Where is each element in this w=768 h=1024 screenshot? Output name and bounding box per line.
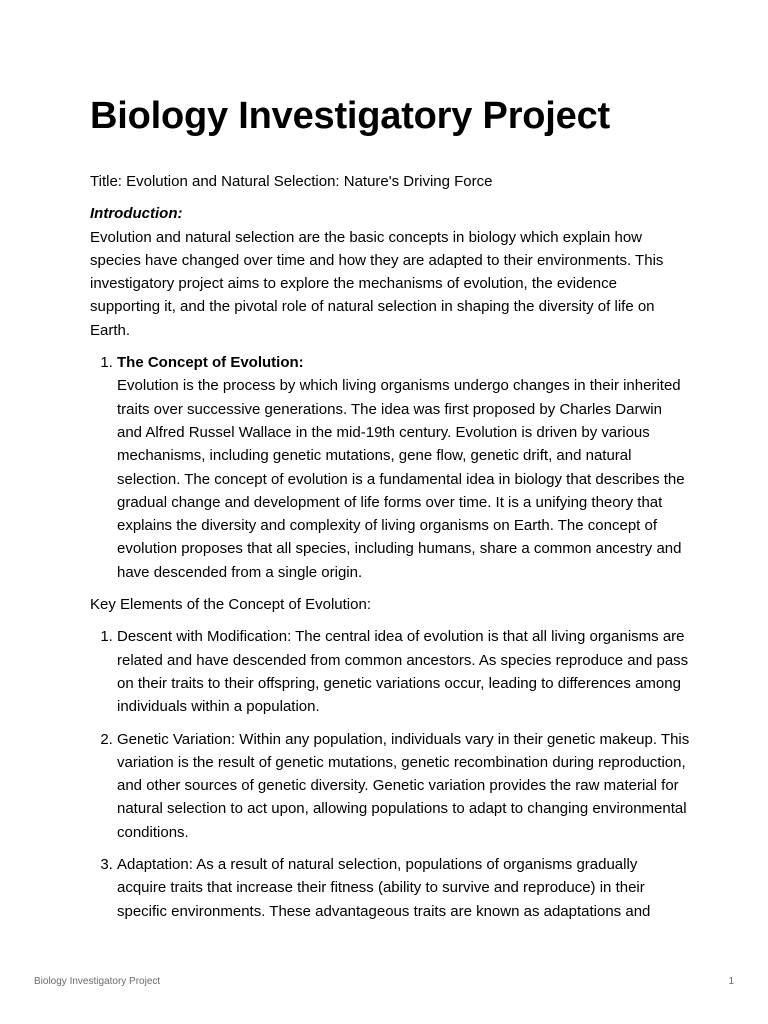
document-heading: Biology Investigatory Project — [90, 95, 610, 137]
concept-list — [90, 351, 690, 584]
title-line: Title: Evolution and Natural Selection: Nature's Driving Force — [90, 173, 493, 190]
key-elements-heading: Key Elements of the Concept of Evolution: — [90, 596, 371, 614]
list-item — [117, 351, 690, 584]
document-page — [90, 92, 690, 932]
intro-heading: Introduction: — [90, 205, 183, 223]
concept-heading: 1. The Concept of Evolution: — [117, 354, 304, 372]
concept-body: Evolution is the process by which living organisms undergo changes in their inherited traits over successive generations. The idea was first proposed by Charles Darwin and Alfred Russel Wallace in the mid-19th century. Evolution is driven by various mechanisms, including genetic mutations, gene flow, genetic drift, and natural selection. The concept of evolution is a fundamental idea in biology that describes the gradual change and development of life forms over time. It is a unifying theory that explains the diversity and complexity of living organisms on Earth. The concept of evolution proposes that all species, including humans, share a common ancestry and have descended from a single origin. — [117, 377, 685, 581]
footer-title: Biology Investigatory Project — [34, 976, 161, 987]
page-number: 1 — [728, 976, 734, 987]
key-elements-list — [90, 625, 690, 923]
list-item: 2. Genetic Variation: Within any population, individuals vary in their genetic makeup. This variation is the result of genetic mutations, genetic recombination during reproduction, and other sources of genetic diversity. Genetic variation provides the raw material for natural selection to act upon, allowing populations to adapt to changing environmental conditions. — [117, 728, 690, 844]
list-item: 3. Adaptation: As a result of natural selection, populations of organisms gradually acquire traits that increase their fitness (ability to survive and reproduce) in their specific environments. These advantageous traits are known as adaptations and — [117, 853, 690, 923]
intro-body: Evolution and natural selection are the basic concepts in biology which explain how species have changed over time and how they are adapted to their environments. This investigatory project aims to explore the mechanisms of evolution, the evidence supporting it, and the pivotal role of natural selection in shaping the diversity of life on Earth. — [90, 228, 664, 339]
list-item: 1. Descent with Modification: The central idea of evolution is that all living organisms are related and have descended from common ancestors. As species reproduce and pass on their traits to their offspring, genetic variations occur, leading to differences among individuals within a population. — [117, 625, 690, 718]
